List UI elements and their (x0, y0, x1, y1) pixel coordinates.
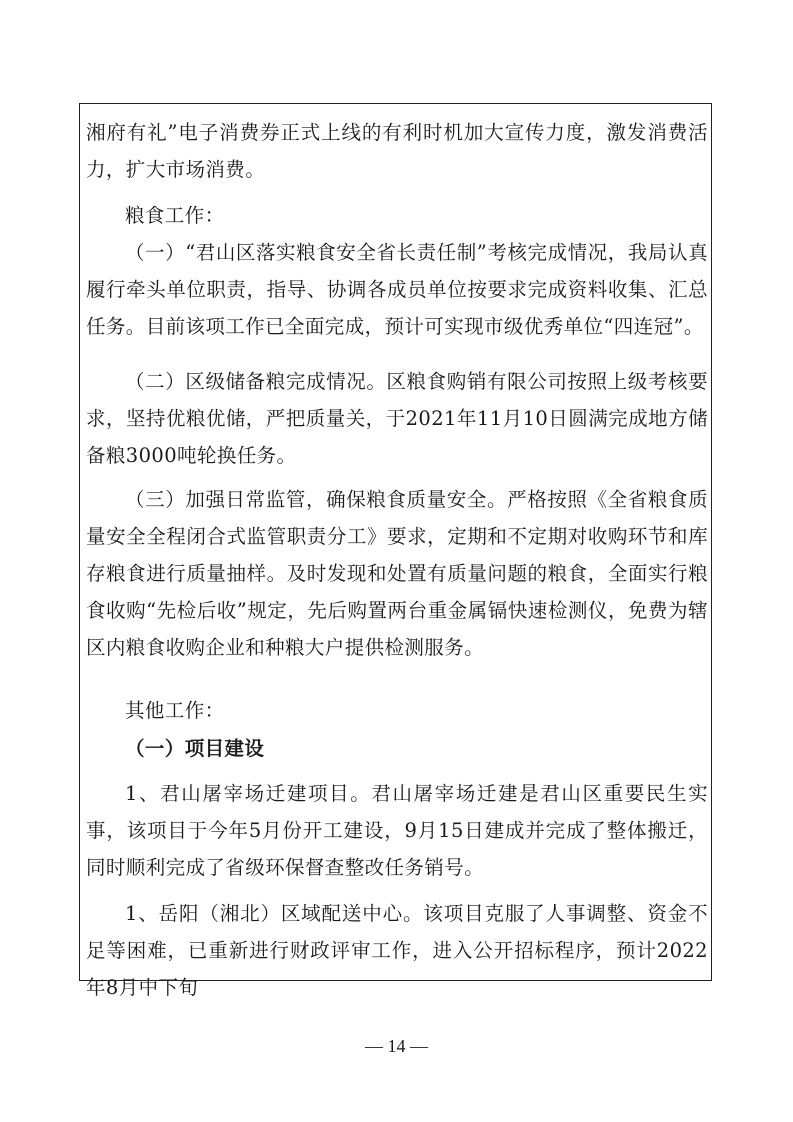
paragraph-grain-item-1: （一）“君山区落实粮食安全省长责任制”考核完成情况，我局认真履行牵头单位职责，指导、协调各成员单位按要求完成资料收集、汇总任务。目前该项工作已全面完成，预计可实现市级优秀单位“四连冠”。 (86, 241, 708, 338)
paragraph-grain-item-2: （二）区级储备粮完成情况。区粮食购销有限公司按照上级考核要求，坚持优粮优储，严把质量关，于2021年11月10日圆满完成地方储备粮3000吨轮换任务。 (86, 370, 708, 467)
heading-grain-work: 粮食工作： (125, 204, 225, 227)
paragraph-consumption-continued: 湘府有礼”电子消费券正式上线的有利时机加大宣传力度，激发消费活力，扩大市场消费。 (86, 121, 708, 181)
paragraph-distribution-center: 1、岳阳（湘北）区域配送中心。该项目克服了人事调整、资金不足等困难，已重新进行财政评审工作，进入公开招标程序，预计2022年8月中下旬 (86, 902, 708, 999)
heading-other-work: 其他工作： (125, 699, 225, 722)
paragraph-grain-item-3: （三）加强日常监管，确保粮食质量安全。严格按照《全省粮食质量安全全程闭合式监管职责分工》要求，定期和不定期对收购环节和库存粮食进行质量抽样。及时发现和处置有质量问题的粮食，全面实行粮食收购“先检后收”规定，先后购置两台重金属镉快速检测仪，免费为辖区内粮食收购企业和种粮大户提供检测服务。 (86, 488, 708, 659)
heading-project-construction: （一）项目建设 (125, 737, 265, 760)
paragraph-slaughterhouse-project: 1、君山屠宰场迁建项目。君山屠宰场迁建是君山区重要民生实事，该项目于今年5月份开工建设，9月15日建成并完成了整体搬迁，同时顺利完成了省级环保督查整改任务销号。 (86, 782, 708, 879)
page-number: — 14 — (365, 1036, 428, 1056)
